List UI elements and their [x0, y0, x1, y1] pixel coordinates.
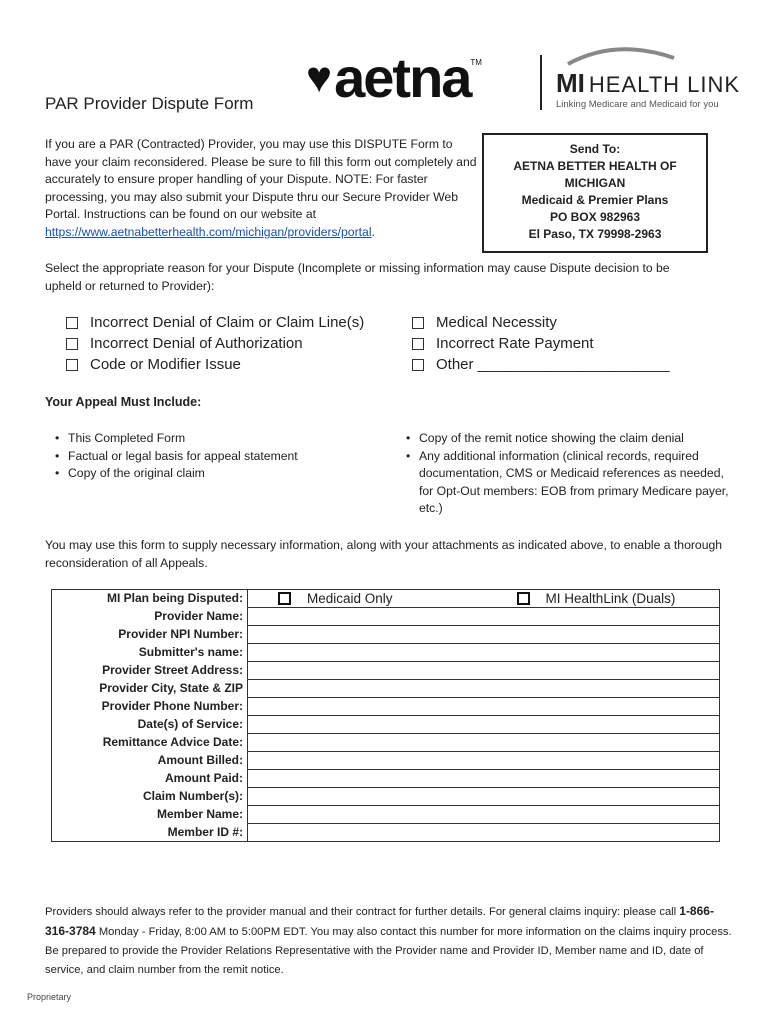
checkbox[interactable] [66, 359, 78, 371]
reason-option[interactable]: Medical Necessity [412, 312, 670, 333]
reasons-right [412, 312, 670, 375]
phone-number: 1-866-316-3784 [45, 904, 714, 938]
field-label: Amount Paid: [52, 770, 248, 788]
form-title: PAR Provider Dispute Form [45, 94, 254, 113]
table-row [52, 734, 720, 752]
checkbox[interactable] [66, 338, 78, 350]
table-row [52, 824, 720, 842]
table-row [52, 716, 720, 734]
field-input[interactable] [248, 788, 720, 806]
mhl-mi: MI [556, 68, 585, 98]
send-to-line: Send To: [569, 142, 621, 156]
reason-option[interactable]: Other _______________________ [412, 354, 670, 375]
reasons-left [66, 312, 364, 375]
field-input[interactable] [248, 680, 720, 698]
footer-note: Providers should always refer to the provider manual and their contract for further details. For general claims inquiry: please call 1-866-316-3784 Monday - Friday, 8:00 AM to 5:00PM EDT. You may also contact this number for more information on the claims inquiry process. Be prepared to provide the Provider Relations Representative with the Provider name and Provider ID, Member name and ID, date of service, and claim number from the remit notice. [45, 904, 732, 976]
table-row [52, 770, 720, 788]
field-label: Provider Name: [52, 608, 248, 626]
table-row [52, 752, 720, 770]
field-input[interactable] [248, 752, 720, 770]
checkbox[interactable] [412, 359, 424, 371]
must-include-left [55, 430, 355, 483]
heart-icon: ♥ [306, 53, 333, 102]
portal-link[interactable]: https://www.aetnabetterhealth.com/michigan/providers/portal [45, 224, 372, 239]
reason-option[interactable]: Incorrect Denial of Authorization [66, 333, 364, 354]
table-row [52, 590, 720, 608]
must-include-heading: Your Appeal Must Include: [45, 395, 202, 409]
checkbox[interactable] [412, 338, 424, 350]
checkbox[interactable] [66, 317, 78, 329]
list-item: • Copy of the original claim [55, 465, 355, 483]
list-item: • Any additional information (clinical records, required documentation, CMS or Medicaid references as needed, for Opt-Out members: EOB from primary Medicare payer, etc.) [406, 448, 736, 518]
field-input[interactable] [248, 644, 720, 662]
reason-option[interactable]: Incorrect Denial of Claim or Claim Line(s) [66, 312, 364, 333]
select-reason-text: Select the appropriate reason for your Dispute (Incomplete or missing information may cause Dispute decision to be upheld or returned to Provider): [45, 261, 670, 293]
field-label: MI Plan being Disputed: [52, 590, 248, 608]
field-input[interactable] [248, 734, 720, 752]
table-row [52, 608, 720, 626]
proprietary-label: Proprietary [27, 992, 72, 1002]
field-label: Member ID #: [52, 824, 248, 842]
intro-paragraph: If you are a PAR (Contracted) Provider, you may use this DISPUTE Form to have your claim reconsidered. Please be sure to fill this form out completely and accurately to ensure proper handling of your Dispute. NOTE: For faster processing, you may also submit your Dispute thru our Secure Provider Web Portal. Instructions can be found on our website at https://www.aetnabetterhealth.com/michigan/providers/portal. [45, 137, 477, 239]
aetna-tm: TM [470, 57, 482, 67]
supply-text: You may use this form to supply necessary information, along with your attachments as indicated above, to enable a thorough reconsideration of all Appeals. [45, 538, 723, 570]
field-label: Remittance Advice Date: [52, 734, 248, 752]
field-input[interactable] [248, 698, 720, 716]
field-label: Claim Number(s): [52, 788, 248, 806]
field-input[interactable] [248, 608, 720, 626]
mhl-name: HEALTH LINK [588, 72, 741, 97]
plan-option-medicaid[interactable]: Medicaid Only [278, 591, 393, 606]
list-item: • This Completed Form [55, 430, 355, 448]
send-to-line: El Paso, TX 79998-2963 [528, 227, 662, 241]
table-row [52, 806, 720, 824]
table-row [52, 626, 720, 644]
table-row [52, 662, 720, 680]
field-label: Submitter's name: [52, 644, 248, 662]
mhl-tagline: Linking Medicare and Medicaid for you [556, 99, 719, 110]
send-to-line: PO BOX 982963 [549, 210, 641, 224]
field-label: Provider Phone Number: [52, 698, 248, 716]
plan-option-healthlink[interactable]: MI HealthLink (Duals) [517, 591, 676, 606]
checkbox[interactable] [412, 317, 424, 329]
logo-divider [540, 55, 542, 110]
send-to-line: MICHIGAN [564, 176, 626, 190]
send-to-line: AETNA BETTER HEALTH OF [513, 159, 677, 173]
table-row [52, 680, 720, 698]
aetna-wordmark: aetna [334, 46, 471, 109]
field-input[interactable] [248, 626, 720, 644]
reason-option[interactable]: Code or Modifier Issue [66, 354, 364, 375]
aetna-logo [306, 46, 482, 109]
reason-option[interactable]: Incorrect Rate Payment [412, 333, 670, 354]
arc-icon [566, 44, 676, 66]
field-input[interactable] [248, 806, 720, 824]
list-item: • Copy of the remit notice showing the claim denial [406, 430, 736, 448]
field-label: Amount Billed: [52, 752, 248, 770]
table-row [52, 644, 720, 662]
must-include-right [406, 430, 736, 518]
field-label: Provider NPI Number: [52, 626, 248, 644]
dispute-form-table [51, 589, 720, 842]
list-item: • Factual or legal basis for appeal statement [55, 448, 355, 466]
field-label: Provider Street Address: [52, 662, 248, 680]
send-to-box [482, 133, 708, 253]
table-row [52, 788, 720, 806]
field-input[interactable] [248, 662, 720, 680]
plan-options-cell [248, 590, 720, 608]
send-to-line: Medicaid & Premier Plans [521, 193, 669, 207]
checkbox[interactable] [278, 592, 291, 605]
field-input[interactable] [248, 770, 720, 788]
field-input[interactable] [248, 824, 720, 842]
field-label: Member Name: [52, 806, 248, 824]
field-input[interactable] [248, 716, 720, 734]
table-row [52, 698, 720, 716]
field-label: Provider City, State & ZIP [52, 680, 248, 698]
checkbox[interactable] [517, 592, 530, 605]
field-label: Date(s) of Service: [52, 716, 248, 734]
